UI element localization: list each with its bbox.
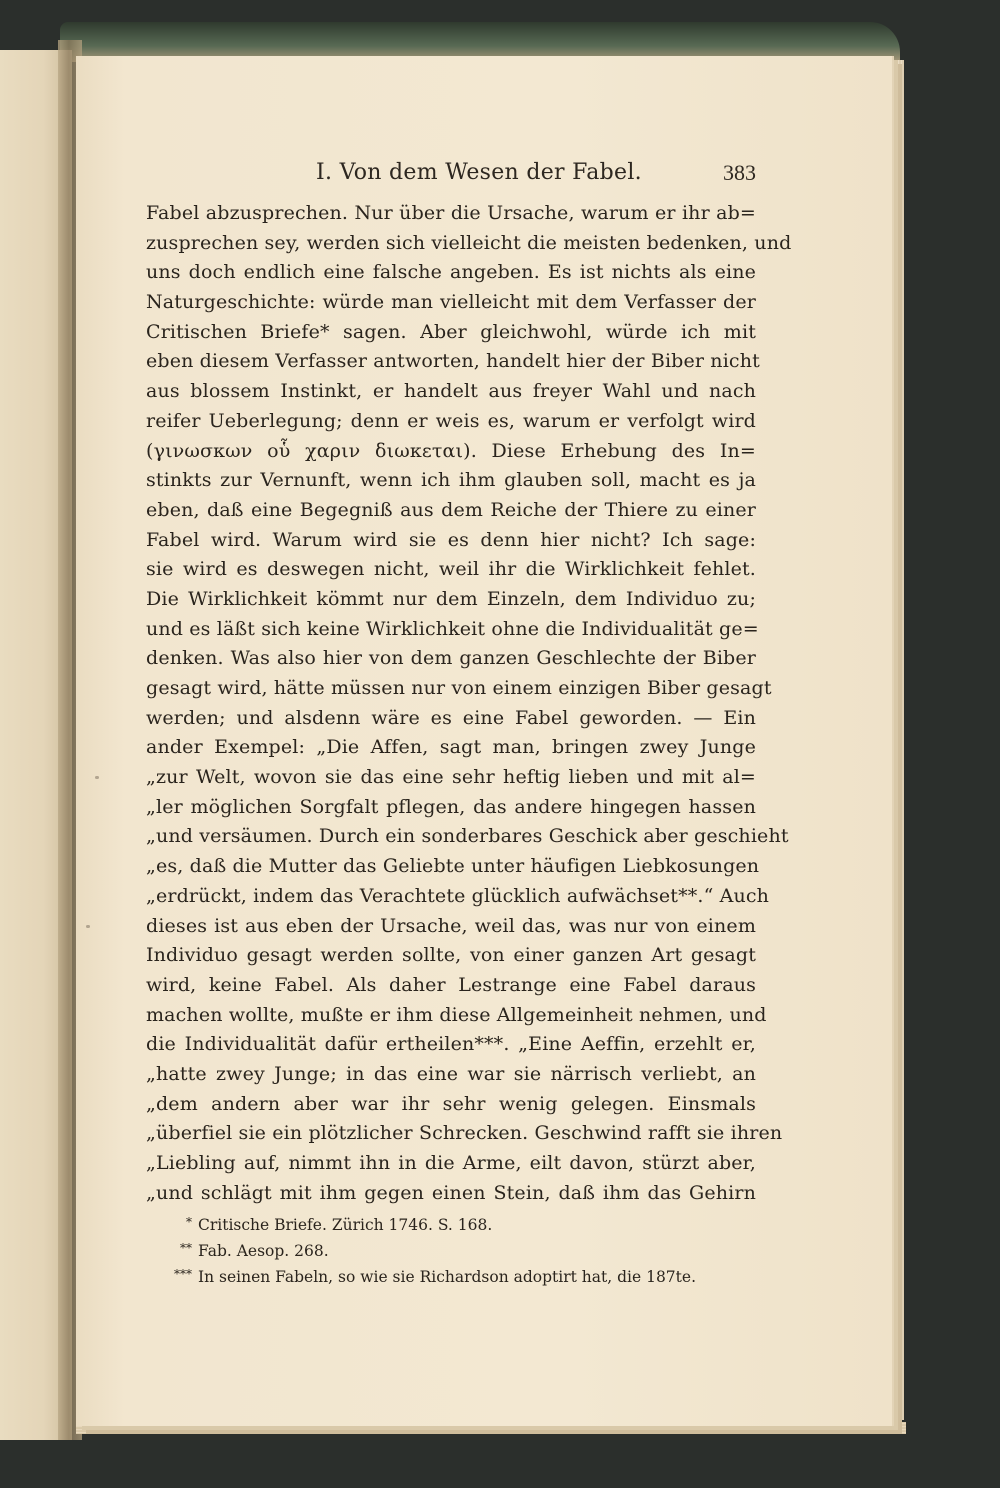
text-line: sie wird es deswegen nicht, weil ihr die Wirklichkeit fehlet. [146, 558, 756, 581]
footnote-text: In seinen Fabeln, so wie sie Richardson adoptirt hat, die 187te. [198, 1268, 696, 1286]
footnote [146, 1238, 756, 1264]
text-line: Naturgeschichte: würde man vielleicht mit dem Verfasser der [146, 291, 756, 314]
text-line: aus blossem Instinkt, er handelt aus freyer Wahl und nach [146, 380, 756, 403]
footnote-text: Critische Briefe. Zürich 1746. S. 168. [198, 1216, 493, 1234]
text-line: dieses ist aus eben der Ursache, weil das, was nur von einem [146, 914, 756, 937]
text-line: „es, daß die Mutter das Geliebte unter häufigen Liebkosungen [146, 855, 760, 878]
text-line: Critischen Briefe* sagen. Aber gleichwohl, würde ich mit [146, 320, 756, 343]
text-line: ander Exempel: „Die Affen, sagt man, bringen zwey Junge [146, 736, 756, 759]
page-number: 383 [723, 160, 756, 185]
footnote-mark: * [186, 1215, 192, 1229]
text-line: denken. Was also hier von dem ganzen Geschlechte der Biber [146, 647, 756, 670]
text-line: „zur Welt, wovon sie das eine sehr heftig lieben und mit al= [146, 766, 756, 789]
footnotes [146, 1212, 756, 1290]
text-line: Fabel wird. Warum wird sie es denn hier nicht? Ich sage: [146, 528, 756, 551]
text-line: uns doch endlich eine falsche angeben. Es ist nichts als eine [146, 261, 756, 284]
footnote-text: Fab. Aesop. 268. [198, 1242, 329, 1260]
text-line: eben, daß eine Begegniß aus dem Reiche der Thiere zu einer [146, 498, 756, 521]
text-line: (γινωσκων οὗ χαριν διωκεται). Diese Erhebung des In= [146, 439, 756, 462]
text-line: „erdrückt, indem das Verachtete glücklich aufwächset**.“ Auch [146, 884, 770, 907]
paper-speck [95, 776, 99, 779]
text-line: zusprechen sey, werden sich vielleicht die meisten bedenken, und [146, 231, 792, 254]
text-line: machen wollte, mußte er ihm diese Allgemeinheit nehmen, und [146, 1003, 767, 1026]
text-line: stinkts zur Vernunft, wenn ich ihm glauben soll, macht es ja [146, 469, 756, 492]
footnote [146, 1264, 756, 1290]
running-title: I. Von dem Wesen der Fabel. [316, 160, 642, 185]
text-line: die Individualität dafür ertheilen***. „Eine Aeffin, erzehlt er, [146, 1033, 756, 1056]
text-line: „hatte zwey Junge; in das eine war sie närrisch verliebt, an [146, 1062, 756, 1085]
text-line: „überfiel sie ein plötzlicher Schrecken. Geschwind rafft sie ihren [146, 1122, 783, 1145]
footnote [146, 1212, 756, 1238]
text-line: werden; und alsdenn wäre es eine Fabel geworden. — Ein [146, 706, 756, 729]
text-line: wird, keine Fabel. Als daher Lestrange eine Fabel daraus [146, 973, 756, 996]
paper-speck [86, 925, 90, 928]
running-header [146, 160, 756, 194]
text-line: Individuo gesagt werden sollte, von einer ganzen Art gesagt [146, 944, 756, 967]
footnote-mark: *** [174, 1267, 192, 1281]
text-line: und es läßt sich keine Wirklichkeit ohne die Individualität ge= [146, 617, 759, 640]
text-line: „ler möglichen Sorgfalt pflegen, das andere hingegen hassen [146, 795, 756, 818]
text-line: „und schlägt mit ihm gegen einen Stein, daß ihm das Gehirn [146, 1181, 756, 1204]
text-line: gesagt wird, hätte müssen nur von einem einzigen Biber gesagt [146, 677, 772, 699]
text-line: Fabel abzusprechen. Nur über die Ursache, warum er ihr ab= [146, 202, 756, 224]
text-line: „und versäumen. Durch ein sonderbares Geschick aber geschieht [146, 825, 789, 848]
text-line: „dem andern aber war ihr sehr wenig gelegen. Einsmals [146, 1092, 756, 1115]
text-line: „Liebling auf, nimmt ihn in die Arme, eilt davon, stürzt aber, [146, 1152, 756, 1174]
body-text [146, 199, 792, 1208]
footnote-mark: ** [180, 1241, 192, 1255]
text-line: Die Wirklichkeit kömmt nur dem Einzeln, dem Individuo zu; [146, 587, 756, 610]
text-line: eben diesem Verfasser antworten, handelt hier der Biber nicht [146, 350, 760, 373]
text-line: reifer Ueberlegung; denn er weis es, warum er verfolgt wird [146, 409, 756, 432]
